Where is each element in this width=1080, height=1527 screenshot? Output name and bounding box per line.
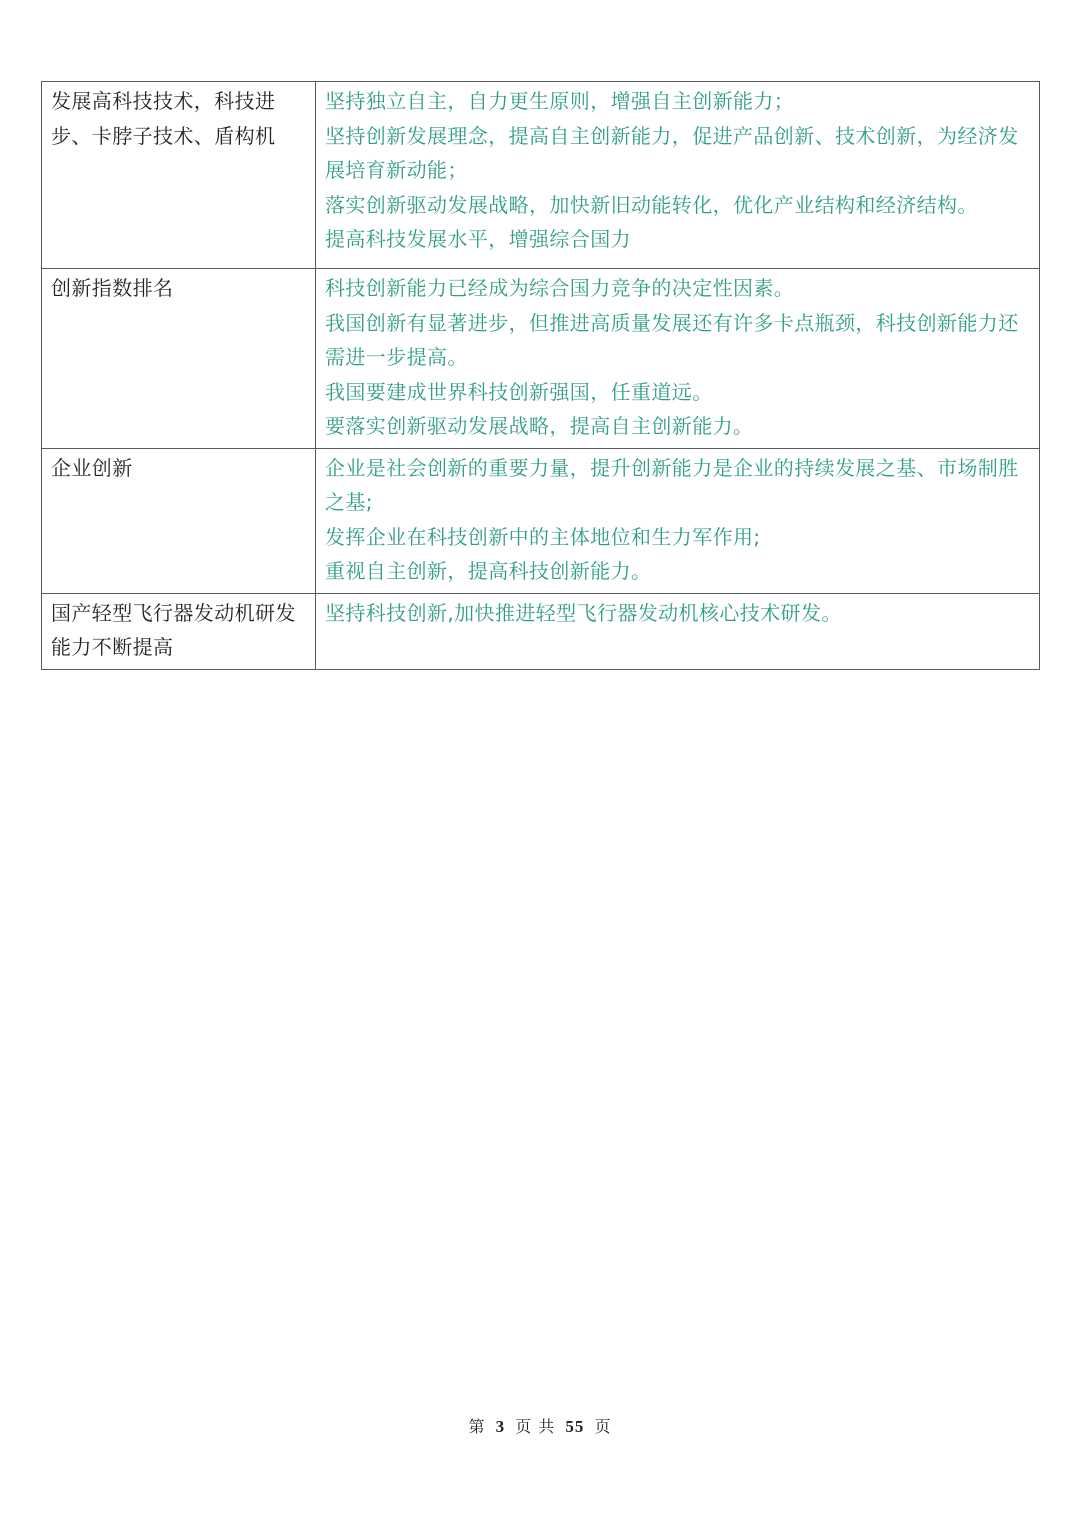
topic-cell: 发展高科技技术，科技进步、卡脖子技术、盾构机 [42, 82, 316, 269]
table-row [42, 82, 1040, 269]
current-page-number: 3 [495, 1417, 506, 1436]
footer-suffix: 页 [594, 1417, 612, 1436]
content-cell [316, 82, 1040, 269]
page-footer [0, 1414, 1080, 1437]
content-line: 重视自主创新，提高科技创新能力。 [325, 559, 652, 583]
content-cell [316, 269, 1040, 449]
footer-middle: 页 共 [515, 1417, 556, 1436]
content-line: 提高科技发展水平，增强综合国力 [325, 227, 631, 251]
content-line: 我国创新有显著进步，但推进高质量发展还有许多卡点瓶颈，科技创新能力还需进一步提高。 [325, 310, 1019, 369]
footer-prefix: 第 [468, 1417, 486, 1436]
total-page-count: 55 [565, 1417, 585, 1436]
content-line: 要落实创新驱动发展战略，提高自主创新能力。 [325, 414, 754, 438]
content-line: 坚持独立自主，自力更生原则，增强自主创新能力； [325, 89, 795, 113]
content-line: 坚持创新发展理念，提高自主创新能力，促进产品创新、技术创新，为经济发展培育新动能； [325, 123, 1019, 182]
content-line: 发挥企业在科技创新中的主体地位和生力军作用; [325, 524, 761, 549]
content-cell [316, 448, 1040, 593]
topic-cell: 企业创新 [42, 448, 316, 593]
content-line: 我国要建成世界科技创新强国，任重道远。 [325, 379, 713, 404]
table-row [42, 448, 1040, 593]
content-line: 科技创新能力已经成为综合国力竞争的决定性因素。 [325, 276, 795, 300]
content-line: 落实创新驱动发展战略，加快新旧动能转化，优化产业结构和经济结构。 [325, 192, 978, 217]
table-row [42, 593, 1040, 669]
content-cell [316, 593, 1040, 669]
topic-cell: 创新指数排名 [42, 269, 316, 449]
content-line: 企业是社会创新的重要力量，提升创新能力是企业的持续发展之基、市场制胜之基; [325, 455, 1019, 514]
topic-cell: 国产轻型飞行器发动机研发能力不断提高 [42, 593, 316, 669]
content-table [41, 81, 1040, 670]
content-line: 坚持科技创新,加快推进轻型飞行器发动机核心技术研发。 [325, 600, 842, 625]
table-row [42, 269, 1040, 449]
